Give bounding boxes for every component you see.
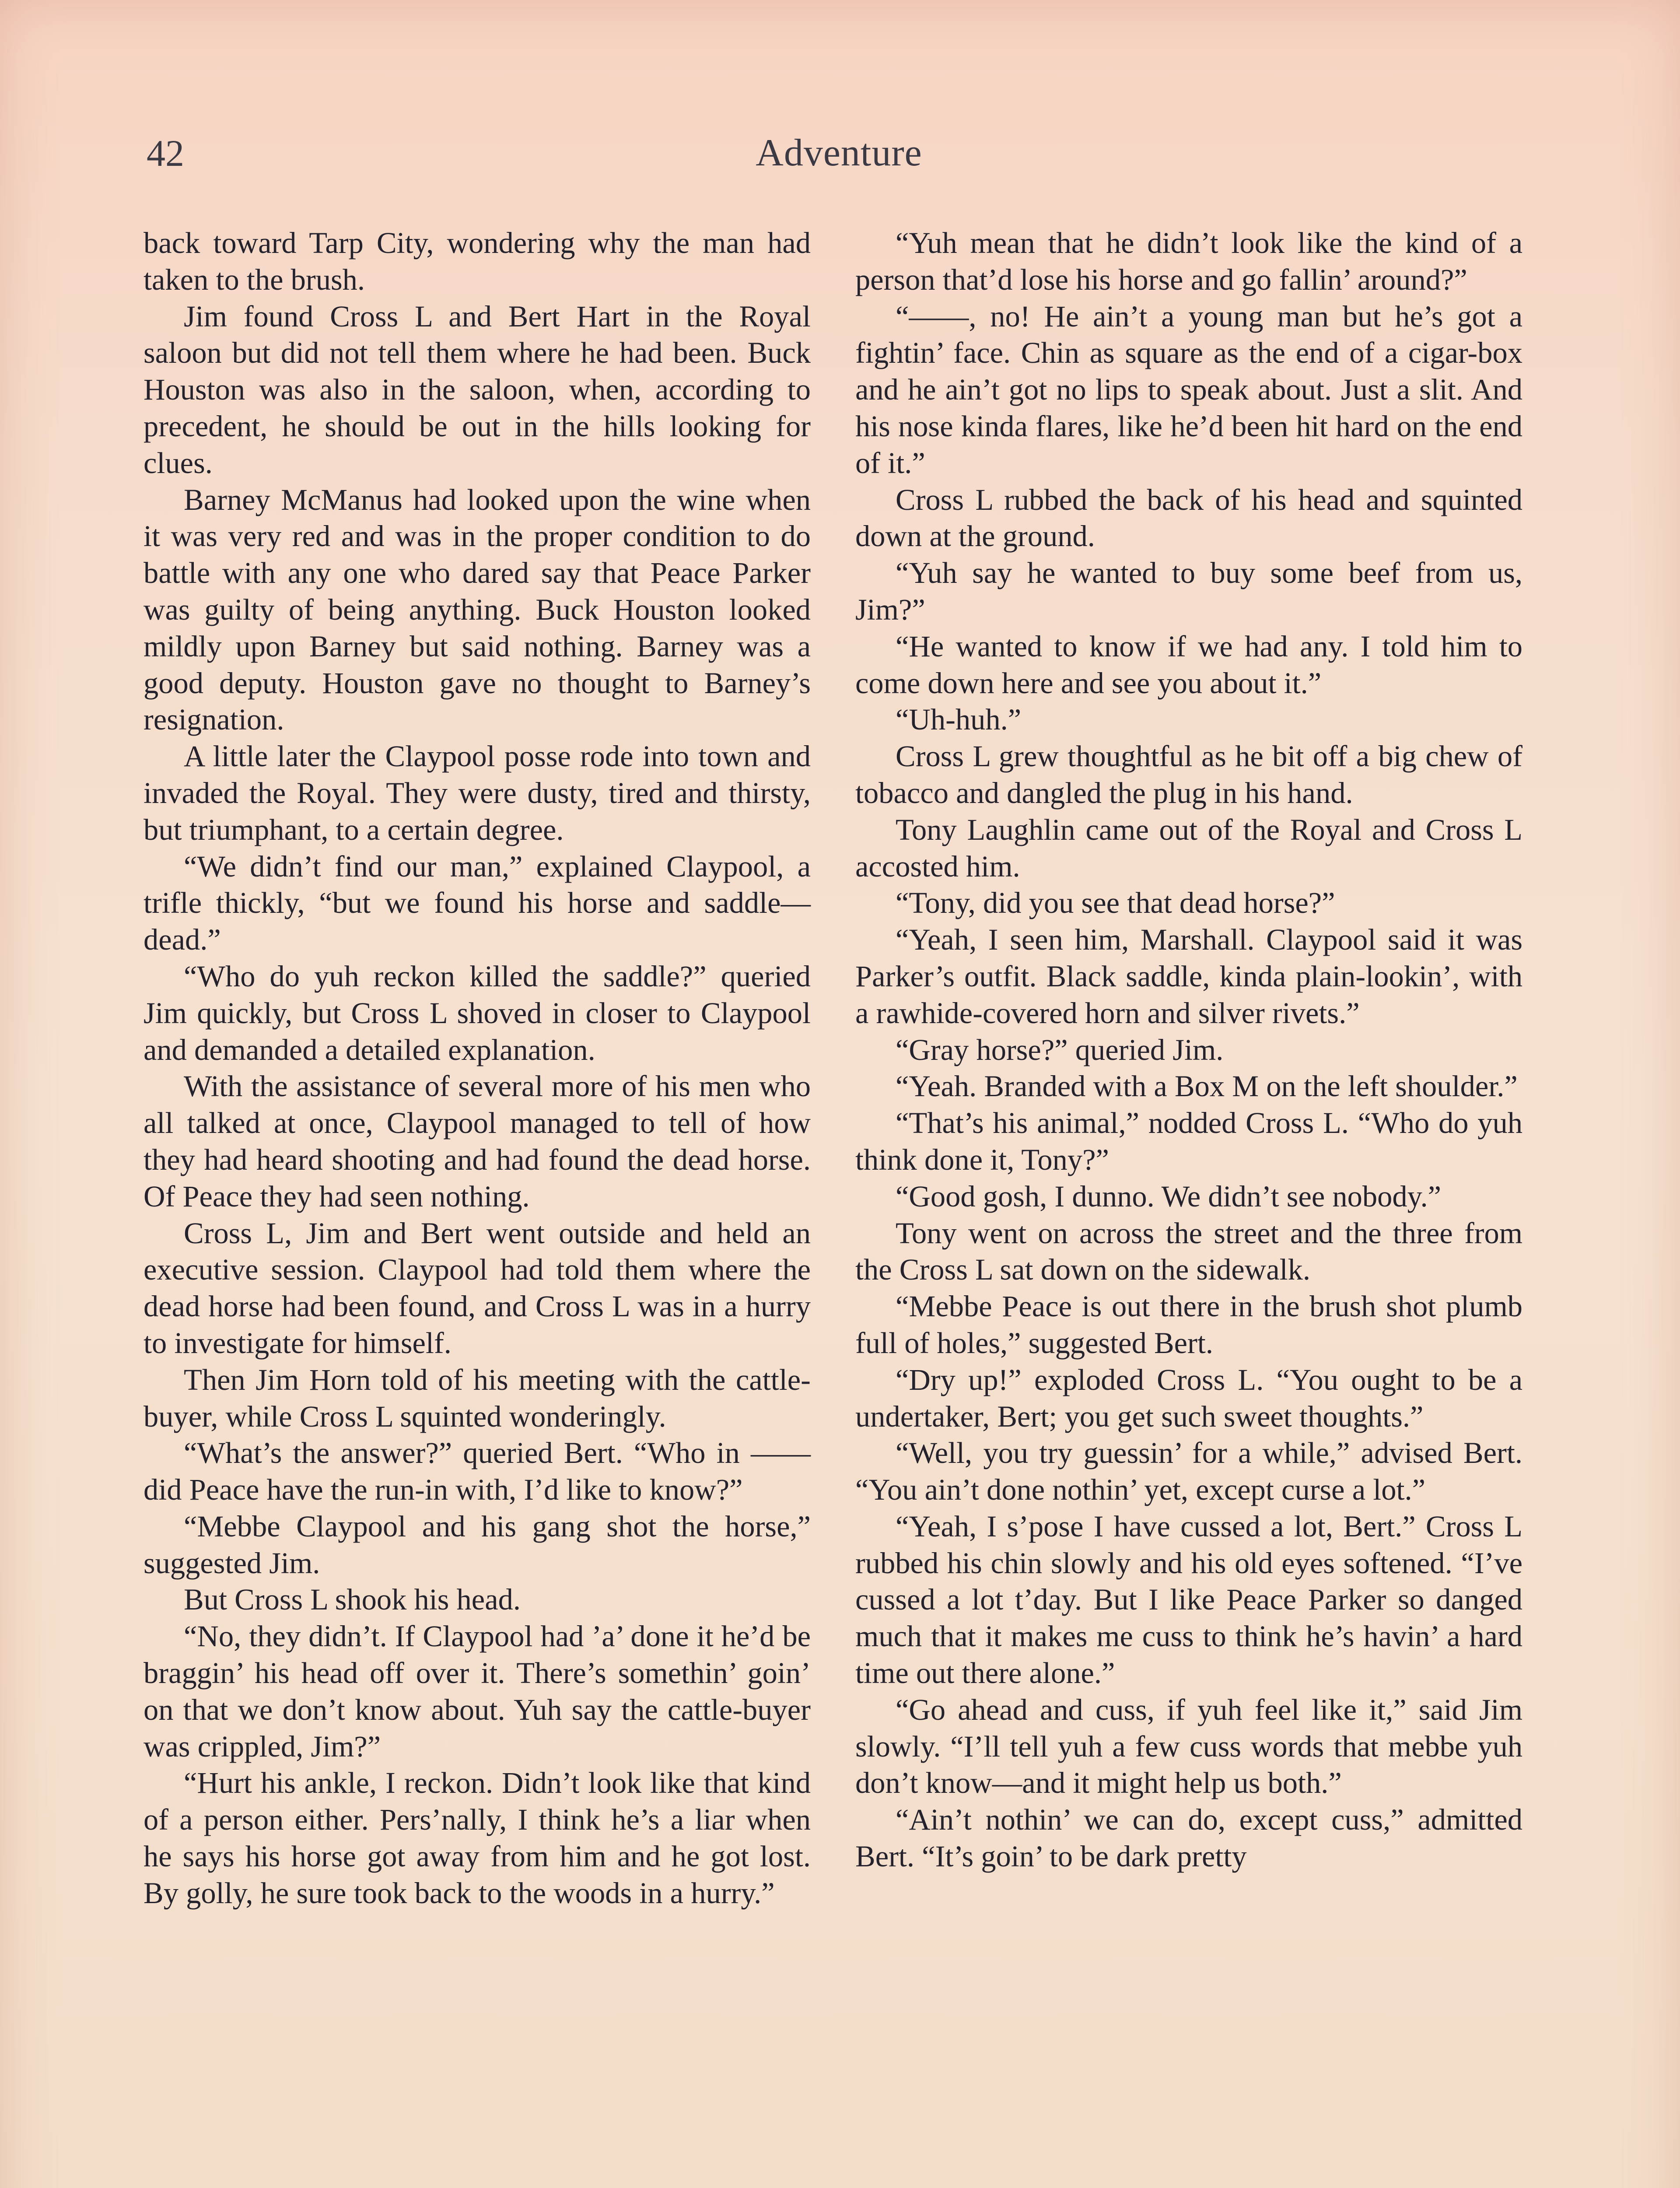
- paragraph: “Hurt his ankle, I reckon. Didn’t look like that kind of a person either. Pers’nally, I think he’s a liar when he says his horse got away from him and he got lost. By golly, he sure took back to the woods in a hurry.”: [144, 1766, 811, 1910]
- paragraph: Cross L rubbed the back of his head and squinted down at the ground.: [855, 483, 1522, 553]
- paragraph: “Mebbe Peace is out there in the brush shot plumb full of holes,” suggested Bert.: [855, 1290, 1522, 1360]
- paragraph: “Yuh mean that he didn’t look like the kind of a person that’d lose his horse and go fallin’ around?”: [855, 226, 1522, 296]
- paragraph: “Uh-huh.”: [896, 703, 1022, 736]
- paragraph: “Yeah. Branded with a Box M on the left shoulder.”: [896, 1069, 1518, 1103]
- paragraph: Cross L grew thoughtful as he bit off a big chew of tobacco and dangled the plug in his hand.: [855, 740, 1522, 810]
- paragraph: “——, no! He ain’t a young man but he’s got a fightin’ face. Chin as square as the end of a cigar-box and he ain’t got no lips to speak about. Just a slit. And his nose kinda flares, like he’d been hit hard on the end of it.”: [855, 299, 1522, 480]
- paragraph: A little later the Claypool posse rode into town and invaded the Royal. They were dusty, tired and thirsty, but triumphant, to a certain degree.: [144, 740, 811, 846]
- paragraph: Barney McManus had looked upon the wine when it was very red and was in the proper condition to do battle with any one who dared say that Peace Parker was guilty of being anything. Buck Houston looked mildly upon Barney but said nothing. Barney was a good deputy. Houston gave no thought to Barney’s resignation.: [144, 483, 811, 736]
- page-header: [147, 131, 1531, 184]
- paragraph: “Ain’t nothin’ we can do, except cuss,” admitted Bert. “It’s goin’ to be dark pretty: [855, 1803, 1522, 1873]
- paragraph: “Dry up!” exploded Cross L. “You ought to be a undertaker, Bert; you get such sweet thoughts.”: [855, 1363, 1522, 1433]
- paragraph: Cross L, Jim and Bert went outside and held an executive session. Claypool had told them where the dead horse had been found, and Cross L was in a hurry to investigate for himself.: [144, 1216, 811, 1360]
- paragraph: Tony went on across the street and the three from the Cross L sat down on the sidewalk.: [855, 1216, 1522, 1287]
- right-text-column: [855, 225, 1522, 1875]
- left-text-column: [144, 225, 811, 1912]
- paragraph: “Yuh say he wanted to buy some beef from us, Jim?”: [855, 556, 1522, 626]
- paragraph: “Who do yuh reckon killed the saddle?” queried Jim quickly, but Cross L shoved in closer to Claypool and demanded a detailed explanation.: [144, 959, 811, 1066]
- paragraph: back toward Tarp City, wondering why the man had taken to the brush.: [144, 226, 811, 296]
- paragraph: Jim found Cross L and Bert Hart in the Royal saloon but did not tell them where he had been. Buck Houston was also in the saloon, when, according to precedent, he should be out in the hills looking for clues.: [144, 299, 811, 480]
- paragraph: “What’s the answer?” queried Bert. “Who in —— did Peace have the run-in with, I’d like to know?”: [144, 1436, 811, 1507]
- paragraph: “He wanted to know if we had any. I told him to come down here and see you about it.”: [855, 629, 1522, 700]
- paragraph: “No, they didn’t. If Claypool had ’a’ done it he’d be braggin’ his head off over it. There’s somethin’ goin’ on that we don’t know about. Yuh say the cattle-buyer was crippled, Jim?”: [144, 1620, 811, 1763]
- paragraph: With the assistance of several more of his men who all talked at once, Claypool managed to tell of how they had heard shooting and had found the dead horse. Of Peace they had seen nothing.: [144, 1069, 811, 1213]
- paragraph: But Cross L shook his head.: [184, 1583, 521, 1616]
- paragraph: “Yeah, I s’pose I have cussed a lot, Bert.” Cross L rubbed his chin slowly and his old eyes softened. “I’ve cussed a lot t’day. But I like Peace Parker so danged much that it makes me cuss to think he’s havin’ a hard time out there alone.”: [855, 1509, 1522, 1690]
- paragraph: “Mebbe Claypool and his gang shot the horse,” suggested Jim.: [144, 1509, 811, 1580]
- paragraph: “Gray horse?” queried Jim.: [896, 1033, 1224, 1066]
- paragraph: “Yeah, I seen him, Marshall. Claypool said it was Parker’s outfit. Black saddle, kinda plain-lookin’, with a rawhide-covered horn and silver rivets.”: [855, 923, 1522, 1030]
- paragraph: “Good gosh, I dunno. We didn’t see nobody.”: [896, 1179, 1441, 1213]
- paragraph: “That’s his animal,” nodded Cross L. “Who do yuh think done it, Tony?”: [855, 1106, 1522, 1176]
- paragraph: Tony Laughlin came out of the Royal and Cross L accosted him.: [855, 813, 1522, 883]
- paragraph: “Well, you try guessin’ for a while,” advised Bert. “You ain’t done nothin’ yet, except curse a lot.”: [855, 1436, 1522, 1507]
- paragraph: “Tony, did you see that dead horse?”: [896, 886, 1335, 920]
- running-title: Adventure: [756, 132, 922, 174]
- page-number: 42: [147, 132, 184, 174]
- paragraph: “We didn’t find our man,” explained Claypool, a trifle thickly, “but we found his horse and saddle—dead.”: [144, 849, 811, 957]
- paragraph: Then Jim Horn told of his meeting with the cattle-buyer, while Cross L squinted wonderingly.: [144, 1363, 811, 1433]
- paragraph: “Go ahead and cuss, if yuh feel like it,” said Jim slowly. “I’ll tell yuh a few cuss words that mebbe yuh don’t know—and it might help us both.”: [855, 1693, 1522, 1800]
